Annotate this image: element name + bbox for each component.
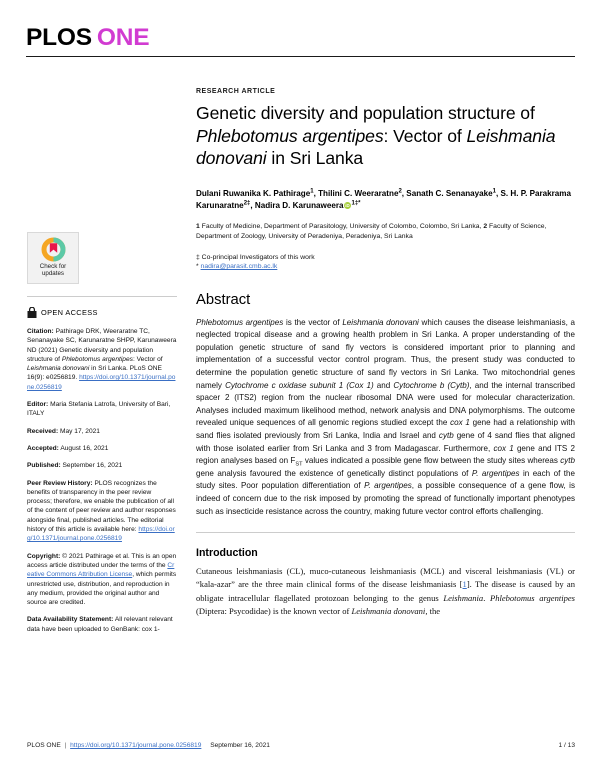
- accepted-label: Accepted:: [27, 444, 59, 452]
- affiliation-2-number: 2: [483, 223, 488, 231]
- accepted-block: [27, 444, 177, 453]
- logo-one-text: ONE: [96, 24, 150, 51]
- abstract-text-4: , and the internal transcribed spacer 2 (ITS2) region from the nuclear ribosomal DNA were used for molecular characterization. Analyses included maximum likelihood method, network analysis and DNA polymorphisms. The outcome revealed unique sequences of all genomic regions studied except the: [196, 380, 576, 428]
- intro-text-5: , the: [425, 605, 441, 616]
- footer-separator: |: [64, 742, 67, 749]
- abstract-text: [196, 317, 575, 519]
- author-3-affiliation-marker: 1: [492, 187, 497, 194]
- open-access-badge[interactable]: [27, 307, 177, 318]
- open-access-label: OPEN ACCESS: [41, 308, 98, 317]
- equal-contribution-note: ‡ Co-principal Investigators of this work: [196, 253, 315, 261]
- intro-species-1: Phlebotomus argentipes: [489, 592, 575, 603]
- footer-date: September 16, 2021: [210, 742, 270, 749]
- abstract-gene-2: Cytochrome b (Cytb): [393, 380, 470, 390]
- data-availability-text: All relevant relevant data have been uploaded to GenBank: cox 1-: [27, 616, 173, 633]
- copyright-block: [27, 552, 177, 608]
- abstract-divider: [196, 532, 575, 533]
- intro-text-4: (Diptera: Psycodidae) is the known vector of: [196, 605, 352, 616]
- peer-review-text: PLOS recognizes the benefits of transparency in the peer review process; therefore, we enable the publication of all of the content of peer review and author responses alongside final, published articles. The editorial history of this article is available here:: [27, 479, 176, 534]
- footer-page-number: 1 / 13: [558, 742, 575, 749]
- accepted-value: August 16, 2021: [58, 444, 109, 452]
- abstract-text-6: gene of 4 sand flies that aligned with those isolated earlier from Sri Lanka and 3 from Madagascar. Furthermore,: [196, 431, 575, 453]
- crossmark-ring-icon: [41, 237, 66, 262]
- abstract-text-10: in each of the study sites. Poor population differentiation of: [196, 468, 575, 491]
- intro-genus-1: Leishmania: [443, 592, 484, 603]
- crossmark-label-line1: Check for: [39, 263, 67, 270]
- abstract-species-2: Leishmania donovani: [342, 317, 419, 327]
- introduction-heading: Introduction: [196, 547, 258, 560]
- abstract-gene-4: cytb: [438, 431, 454, 441]
- article-metadata-sidebar: [27, 232, 177, 642]
- author-5-name[interactable]: , Nadira D. Karunaweera: [250, 200, 344, 210]
- page-footer: [27, 742, 575, 749]
- intro-text-1: Cutaneous leishmaniasis (CL), muco-cutaneous leishmaniasis (MCL) and visceral leishmaniasis (VL) or “kala-azar” are the three main clinical forms of the disease leishmaniasis [: [196, 566, 575, 590]
- title-part-1: Genetic diversity and population structure of: [196, 103, 535, 123]
- title-part-3: in Sri Lanka: [266, 148, 364, 168]
- creative-commons-link[interactable]: Creative Commons Attribution License: [27, 561, 175, 579]
- citation-species-1: Phlebotomus argentipes: [61, 355, 133, 363]
- reference-link-1[interactable]: 1: [462, 579, 467, 590]
- masthead-divider: [26, 56, 575, 57]
- published-value: September 16, 2021: [60, 462, 123, 470]
- plos-one-logo: [26, 26, 575, 51]
- editor-value: Maria Stefania Latrofa, University of Bari, ITALY: [27, 401, 171, 418]
- intro-text-2: ]. The disease is caused by an obligate intracellular flagellated protozoan belonging to the genus: [196, 579, 576, 603]
- title-part-2: : Vector of: [383, 125, 467, 146]
- author-footnotes: [196, 253, 575, 272]
- author-list: [196, 188, 575, 213]
- author-2-affiliation-marker: 2: [398, 187, 402, 194]
- received-block: [27, 427, 177, 436]
- affiliation-1-number: 1: [196, 223, 200, 231]
- citation-doi-link[interactable]: https://doi.org/10.1371/journal.pone.0256819: [27, 374, 176, 391]
- editor-label: Editor:: [27, 401, 49, 409]
- journal-masthead: [26, 26, 575, 57]
- abstract-gene-1: Cytochrome c oxidase subunit 1 (Cox 1): [225, 380, 374, 390]
- citation-block: [27, 327, 177, 392]
- copyright-label: Copyright:: [27, 552, 61, 560]
- introduction-text: [196, 565, 575, 618]
- abstract-text-5: gene had a relationship with sand flies isolated previously from Sri Lanka, India and Israel and: [196, 418, 576, 441]
- title-species-3: donovani: [196, 148, 267, 168]
- citation-label: Citation:: [27, 328, 54, 335]
- abstract-text-3: and: [373, 380, 394, 390]
- peer-review-history-block: [27, 479, 177, 544]
- footer-journal-name: PLOS ONE: [27, 742, 61, 749]
- author-1-name[interactable]: Dulani Ruwanika K. Pathirage: [196, 188, 311, 198]
- abstract-text-9: gene analysis favoured the existence of genetically distinct populations of: [196, 468, 472, 478]
- citation-text-3: in Sri Lanka. PLoS ONE 16(9): e0256819.: [27, 365, 162, 382]
- peer-review-link[interactable]: https://doi.org/10.1371/journal.pone.0256819: [27, 526, 175, 543]
- crossmark-label-line2: updates: [41, 270, 65, 278]
- article-type-label: RESEARCH ARTICLE: [196, 88, 276, 95]
- abstract-text-11: , a possible consequence of a gene flow, is indeed of concern due to the risk imposed by promoting the spread of functionally important phenotypes such as insecticide resistance across the country, making future vector control efforts challenging.: [196, 481, 575, 516]
- abstract-species-4: P. argentipes: [364, 481, 412, 491]
- citation-text-1: Pathirage DRK, Weeraratne TC, Senanayake SC, Karunaratne SHPP, Karunaweera ND (2021) Genetic diversity and population structure of: [27, 328, 177, 363]
- sidebar-divider: [27, 296, 177, 297]
- intro-text-3: .: [483, 592, 490, 603]
- article-content: [196, 88, 575, 618]
- author-4-name[interactable]: , S. H. P. Parakrama Karunaratne: [196, 188, 572, 210]
- orcid-icon[interactable]: [344, 202, 351, 209]
- copyright-text-1: © 2021 Pathirage et al. This is an open access article distributed under the terms of the: [27, 552, 177, 569]
- abstract-gene-5: cox 1: [493, 443, 514, 453]
- peer-review-label: Peer Review History:: [27, 479, 93, 487]
- citation-species-2: Leishmania donovani: [27, 365, 90, 373]
- crossmark-label: [28, 263, 78, 278]
- copyright-text-2: , which permits unrestricted use, distribution, and reproduction in any medium, provided the original author and source are credited.: [27, 571, 177, 607]
- lock-icon: [27, 307, 37, 318]
- editor-block: [27, 400, 177, 419]
- abstract-text-2: which causes the disease leishmaniasis, a neglected tropical disease and a growing health problem in Sri Lanka. A proper understanding of the population genetic structure of sand fly vectors is considered important prior to planning and implementation of a successful vector control program. Thus, the present study was conducted to determine the population genetic structure of sand fly vectors in Sri Lanka. Two mitochondrial genes namely: [196, 317, 575, 390]
- received-value: May 17, 2021: [58, 427, 100, 435]
- abstract-species-1: Phlebotomus argentipes: [196, 317, 284, 327]
- published-label: Published:: [27, 462, 61, 470]
- crossmark-badge[interactable]: [27, 232, 79, 284]
- footer-left-group: [27, 742, 270, 749]
- abstract-gene-3: cox 1: [450, 418, 470, 428]
- author-1-affiliation-marker: 1: [310, 187, 314, 194]
- affiliation-1-text: Faculty of Medicine, Department of Parasitology, University of Colombo, Colombo, Sri Lanka,: [199, 223, 484, 231]
- affiliation-2-text: Faculty of Science, Department of Zoology, University of Peradeniya, Peradeniya, Sri Lanka: [196, 223, 547, 240]
- data-availability-block: [27, 615, 177, 634]
- page-title: [196, 102, 575, 170]
- title-species-1: Phlebotomus argentipes: [196, 125, 384, 146]
- footer-doi-link[interactable]: https://doi.org/10.1371/journal.pone.0256819: [70, 742, 202, 749]
- data-availability-label: Data Availability Statement:: [27, 616, 114, 624]
- abstract-text-1: is the vector of: [283, 317, 343, 327]
- abstract-gene-6: cytb: [560, 456, 575, 466]
- corresponding-author-note: [196, 262, 575, 272]
- citation-text-2: : Vector of: [132, 355, 163, 363]
- logo-plos-text: PLOS: [26, 24, 92, 51]
- fst-subscript: ST: [295, 461, 303, 468]
- author-3-name[interactable]: , Sanath C. Senanayake: [401, 188, 493, 198]
- abstract-heading: Abstract: [196, 291, 251, 308]
- abstract-text-8: values indicated a possible gene flow between the study sites whereas: [302, 456, 561, 466]
- received-label: Received:: [27, 427, 59, 435]
- abstract-text-7: gene and ITS 2 region analyses based on F: [196, 443, 575, 466]
- intro-species-2: Leishmania donovani: [351, 605, 426, 616]
- corresponding-asterisk: *: [196, 263, 201, 271]
- abstract-species-3: P. argentipes: [471, 468, 520, 478]
- corresponding-email-link[interactable]: nadira@parasit.cmb.ac.lk: [200, 263, 278, 271]
- author-5-affiliation-marker: 1‡*: [351, 200, 361, 207]
- title-species-2: Leishmania: [466, 125, 556, 146]
- affiliation-list: [196, 222, 575, 241]
- published-block: [27, 461, 177, 470]
- author-4-affiliation-marker: 2‡: [243, 200, 251, 207]
- author-2-name[interactable]: , Thilini C. Weeraratne: [313, 188, 399, 198]
